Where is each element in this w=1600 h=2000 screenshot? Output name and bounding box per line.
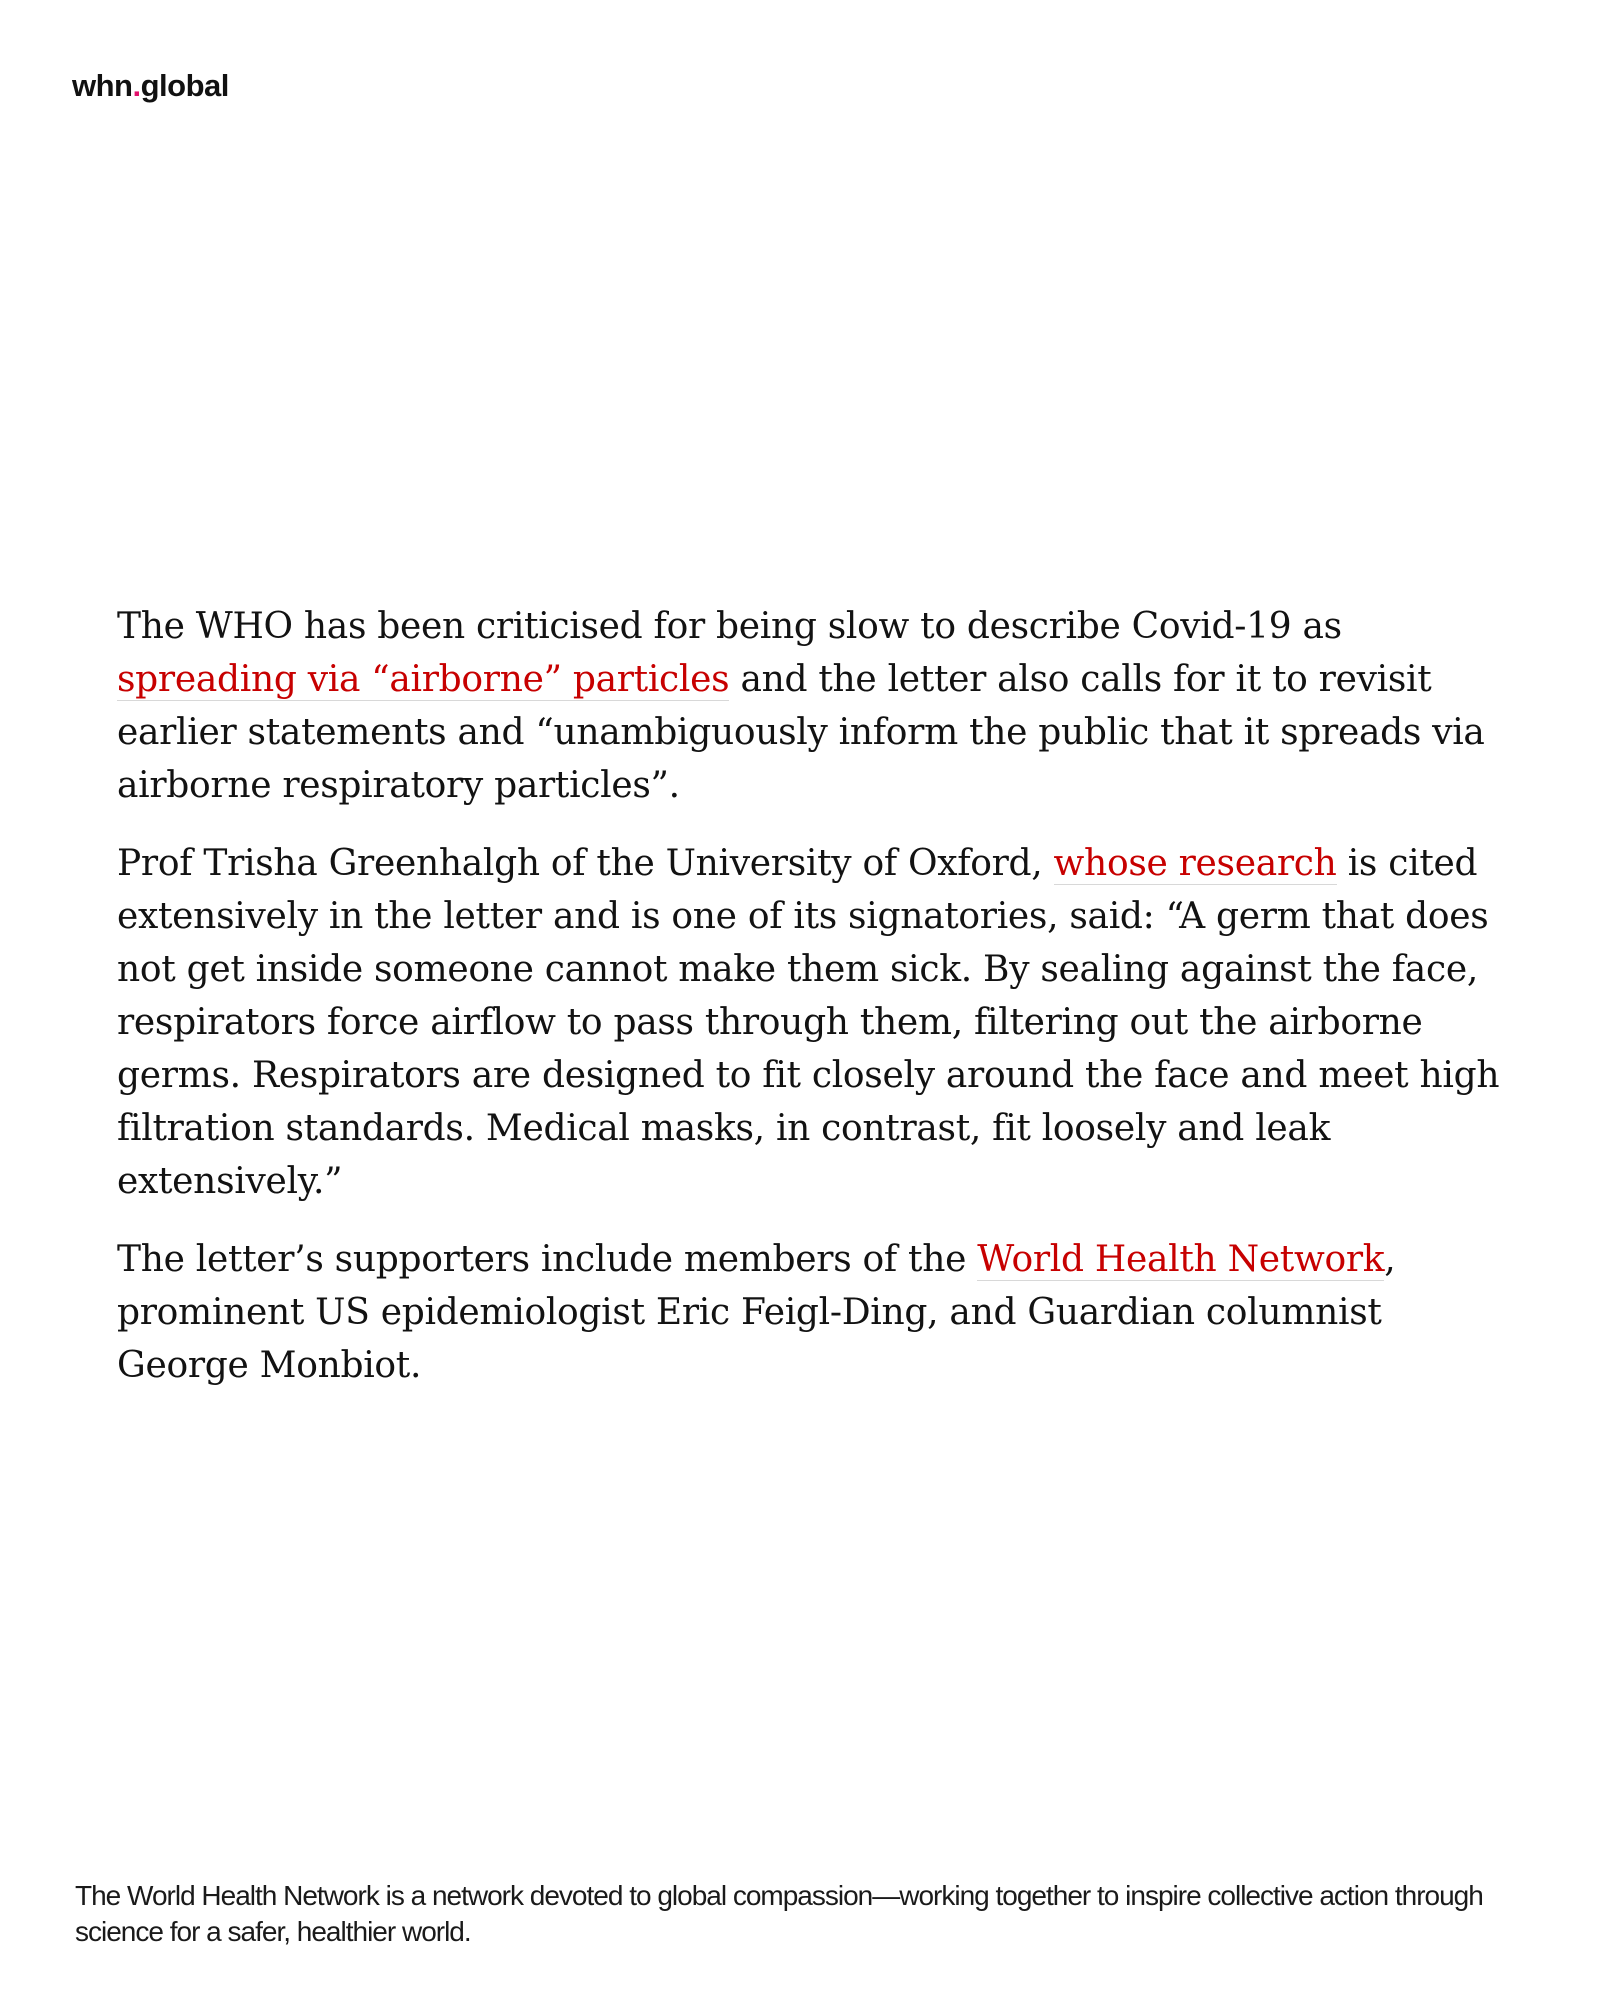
paragraph-2-text-after: is cited extensively in the letter and is one of its signatories, said: “A germ that does not get inside someone cannot make them sick. By sealing against the face, respirators force airflow to pass through them, filtering out the airborne germs. Respirators are designed to fit closely around the face and meet high filtration standards. Medical masks, in contrast, fit loosely and leak extensively.” (117, 843, 1500, 1202)
paragraph-1-text-before: The WHO has been criticised for being slow to describe Covid-19 as (117, 606, 1342, 647)
site-logo[interactable] (72, 68, 229, 104)
logo-text-whn: whn (72, 68, 133, 103)
article-body (117, 600, 1517, 1417)
paragraph-3-text-after: , prominent US epidemiologist Eric Feigl-Ding, and Guardian columnist George Monbiot. (117, 1239, 1396, 1386)
paragraph-2-text-before: Prof Trisha Greenhalgh of the University of Oxford, (117, 843, 1054, 884)
paragraph-1-text-after: and the letter also calls for it to revisit earlier statements and “unambiguously inform the public that it spreads via airborne respiratory particles”. (117, 659, 1485, 806)
article-paragraph-3 (117, 1233, 1517, 1392)
article-paragraph-2 (117, 837, 1517, 1208)
logo-dot: . (132, 68, 141, 103)
link-whose-research[interactable]: whose research (1053, 843, 1337, 884)
link-airborne-particles[interactable]: spreading via “airborne” particles (117, 659, 730, 700)
logo-text-global: global (140, 68, 229, 103)
link-world-health-network[interactable]: World Health Network (977, 1239, 1385, 1280)
article-paragraph-1 (117, 600, 1517, 812)
paragraph-3-text-before: The letter’s supporters include members of the (117, 1239, 978, 1280)
footer-tagline: The World Health Network is a network devoted to global compassion—working together to inspire collective action through science for a safer, healthier world. (75, 1880, 1483, 1947)
